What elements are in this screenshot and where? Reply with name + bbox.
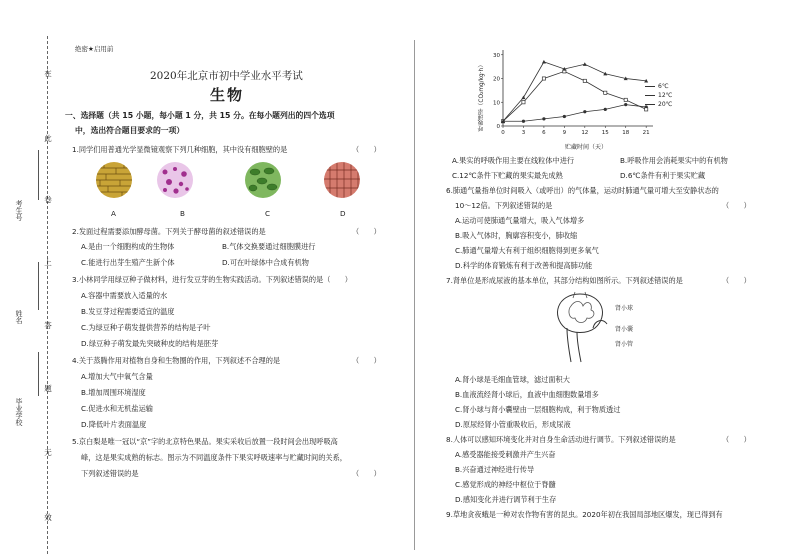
- data-point: [645, 108, 648, 111]
- field-label-candidate-number: 考生号: [15, 200, 23, 221]
- q3-option-b: B.发豆芽过程需要适宜的温度: [81, 307, 175, 316]
- q1-label: B: [180, 209, 185, 218]
- q7-answer-paren: （ ）: [722, 276, 751, 285]
- subject-title: 生物: [210, 86, 245, 104]
- q3-option-c: C.为绿豆种子萌发提供营养的结构是子叶: [81, 323, 211, 332]
- seal-char: 无: [44, 448, 52, 457]
- chart-y-axis-label: 呼吸速率（CO₂mg/kg·h）: [479, 62, 485, 132]
- q7-option-d: D.原尿经肾小管重吸收后，形成尿液: [455, 420, 571, 429]
- q5-option-a: A.果实的呼吸作用主要在线粒体中进行: [452, 156, 575, 165]
- q1-label: A: [111, 209, 116, 218]
- q7-option-c: C.肾小球与肾小囊壁由一层细胞构成，利于物质透过: [455, 405, 621, 414]
- nephron-label-tubule: 肾小管: [615, 341, 634, 348]
- seal-char: 题: [44, 384, 52, 393]
- q3-option-a: A.容器中需要放入适量的水: [81, 291, 168, 300]
- legend-12c: 12℃: [645, 93, 672, 99]
- seal-char: 答: [44, 321, 52, 330]
- data-point: [583, 79, 586, 82]
- seal-line: [47, 36, 48, 554]
- confidential-note: 绝密★启用前: [75, 45, 114, 53]
- q7-option-a: A.肾小球是毛细血管球，滤过面积大: [455, 375, 570, 384]
- q4-option-a: A.增加大气中氧气含量: [81, 372, 153, 381]
- data-point: [542, 77, 545, 80]
- plant-cell-image: [96, 162, 132, 198]
- data-point: [522, 120, 525, 123]
- x-tick-label: 0: [501, 130, 505, 136]
- y-tick-label: 10: [493, 100, 500, 107]
- q8-option-b: B.兴奋通过神经进行传导: [455, 465, 535, 474]
- section-heading-cont: 中，选出符合题目要求的一项）: [75, 126, 185, 135]
- q1-stem: 1.同学们用普通光学显微镜观察下列几种细胞，其中没有细胞壁的是: [72, 145, 288, 154]
- x-tick-label: 9: [562, 130, 567, 136]
- q5-option-d: D.6℃条件有利于果实贮藏: [620, 171, 706, 180]
- q8-option-c: C.感觉形成的神经中枢位于脊髓: [455, 480, 556, 489]
- q6-stem-line1: 6.肺通气量指单位时间吸入（或呼出）的气体量，运动时肺通气量可增大至安静状态的: [446, 186, 719, 195]
- q5-stem-line2: 峰，这是果实成熟的标志。图示为不同温度条件下果实呼吸速率与贮藏时间的关系，: [81, 453, 347, 462]
- q8-stem: 8.人体可以感知环境变化并对自身生命活动进行调节。下列叙述错误的是: [446, 435, 676, 444]
- data-point: [583, 62, 587, 66]
- section-heading: 一、选择题（共 15 小题，每小题 1 分，共 15 分。在每小题列出的四个选项: [65, 111, 335, 120]
- q5-answer-paren: （ ）: [352, 469, 381, 478]
- nephron-label-capsule: 肾小囊: [615, 326, 634, 333]
- q7-stem: 7.肾单位是形成尿液的基本单位，其部分结构如图所示。下列叙述错误的是: [446, 276, 683, 285]
- q1-answer-paren: （ ）: [352, 145, 381, 154]
- q3-option-d: D.绿豆种子萌发最先突破种皮的结构是胚芽: [81, 339, 219, 348]
- seal-char: 卷: [44, 195, 52, 204]
- x-tick-label: 21: [642, 130, 650, 136]
- q5-stem-line3: 下列叙述错误的是: [81, 469, 139, 478]
- y-tick-label: 0: [496, 124, 500, 130]
- q4-answer-paren: （ ）: [352, 356, 381, 365]
- q5-option-c: C.12℃条件下贮藏的果实最先成熟: [452, 171, 563, 180]
- field-label-name: 姓名: [15, 310, 23, 324]
- q6-stem-line2: 10～12倍。下列叙述错误的是: [455, 201, 553, 210]
- q5-stem-line1: 5.京白梨是唯一冠以“京”字的北京特色果品。果实采收后放置一段时间会出现呼吸高: [72, 437, 338, 446]
- series-line-3: [503, 62, 646, 121]
- legend-20c: 20℃: [645, 102, 672, 108]
- q6-option-a: A.运动可使肺通气量增大，吸入气体增多: [455, 216, 585, 225]
- candidate-number-blank: [38, 150, 39, 200]
- q8-option-a: A.感受器能接受刺激并产生兴奋: [455, 450, 556, 459]
- q8-option-d: D.感知变化并进行调节利于生存: [455, 495, 557, 504]
- q4-stem: 4.关于蒸腾作用对植物自身和生物圈的作用，下列叙述不合理的是: [72, 356, 281, 365]
- q4-option-c: C.促进水和无机盐运输: [81, 404, 153, 413]
- x-tick-label: 18: [622, 130, 630, 136]
- name-blank: [38, 262, 39, 310]
- exam-title: 2020年北京市初中学业水平考试: [150, 70, 303, 82]
- chart-x-axis-label: 贮藏时间（天）: [565, 144, 608, 151]
- q1-label: D: [340, 209, 346, 218]
- q1-label: C: [265, 209, 271, 218]
- data-point: [542, 60, 546, 64]
- q3-stem: 3.小林同学用绿豆种子做材料，进行发豆芽的生物实践活动。下列叙述错误的是（ ）: [72, 275, 352, 284]
- series-line-1: [503, 105, 646, 122]
- q9-stem-line1: 9.草地贪夜蛾是一种对农作物有害的昆虫。2020年初在我国局部地区爆发，现已得到有: [446, 510, 723, 519]
- data-point: [542, 117, 545, 120]
- seal-char: 效: [44, 513, 52, 522]
- q6-option-b: B.吸入气体时，胸廓容积变小，肺收缩: [455, 231, 578, 240]
- seal-char: 此: [44, 134, 52, 143]
- nephron-label-glomerulus: 肾小球: [615, 305, 634, 312]
- nephron-diagram: [545, 290, 615, 364]
- q2-stem: 2.发面过程需要添加酵母菌。下列关于酵母菌的叙述错误的是: [72, 227, 266, 236]
- root-tip-cell-image: [324, 162, 360, 198]
- data-point: [522, 101, 525, 104]
- q2-option-b: B.气体交换要通过细胞膜进行: [222, 242, 316, 251]
- data-point: [521, 96, 525, 100]
- field-label-school: 毕业学校: [15, 398, 23, 426]
- q2-option-c: C.能进行出芽生殖产生新个体: [81, 258, 175, 267]
- q8-answer-paren: （ ）: [722, 435, 751, 444]
- data-point: [604, 91, 607, 94]
- chart-legend: [645, 84, 672, 108]
- data-point: [603, 72, 607, 76]
- x-tick-label: 12: [581, 130, 589, 136]
- column-divider: [414, 40, 415, 550]
- q4-option-b: B.增加周围环境湿度: [81, 388, 146, 397]
- data-point: [583, 110, 586, 113]
- blood-cell-image: [157, 162, 193, 198]
- seal-char: 上: [44, 258, 52, 267]
- data-point: [604, 108, 607, 111]
- q6-option-c: C.肺通气量增大有利于组织细胞得到更多氧气: [455, 246, 599, 255]
- q2-answer-paren: （ ）: [352, 227, 381, 236]
- green-cell-image: [245, 162, 281, 198]
- y-tick-label: 20: [493, 76, 500, 83]
- q5-option-b: B.呼吸作用会消耗果实中的有机物: [620, 156, 728, 165]
- legend-6c: 6℃: [645, 84, 672, 90]
- q4-option-d: D.降低叶片表面温度: [81, 420, 147, 429]
- data-point: [563, 115, 566, 118]
- school-blank: [38, 352, 39, 396]
- x-tick-label: 3: [521, 130, 526, 136]
- x-tick-label: 15: [601, 130, 609, 136]
- q7-option-b: B.血液流经肾小球后，血液中血细胞数量增多: [455, 390, 599, 399]
- q2-option-d: D.可在叶绿体中合成有机物: [222, 258, 309, 267]
- y-tick-label: 30: [493, 52, 500, 59]
- q6-option-d: D.科学的体育锻炼有利于改善和提高肺功能: [455, 261, 593, 270]
- data-point: [624, 98, 627, 101]
- seal-char: 在: [44, 69, 52, 78]
- data-point: [624, 103, 627, 106]
- q2-option-a: A.是由一个细胞构成的生物体: [81, 242, 175, 251]
- q6-answer-paren: （ ）: [722, 201, 751, 210]
- x-tick-label: 6: [542, 130, 546, 136]
